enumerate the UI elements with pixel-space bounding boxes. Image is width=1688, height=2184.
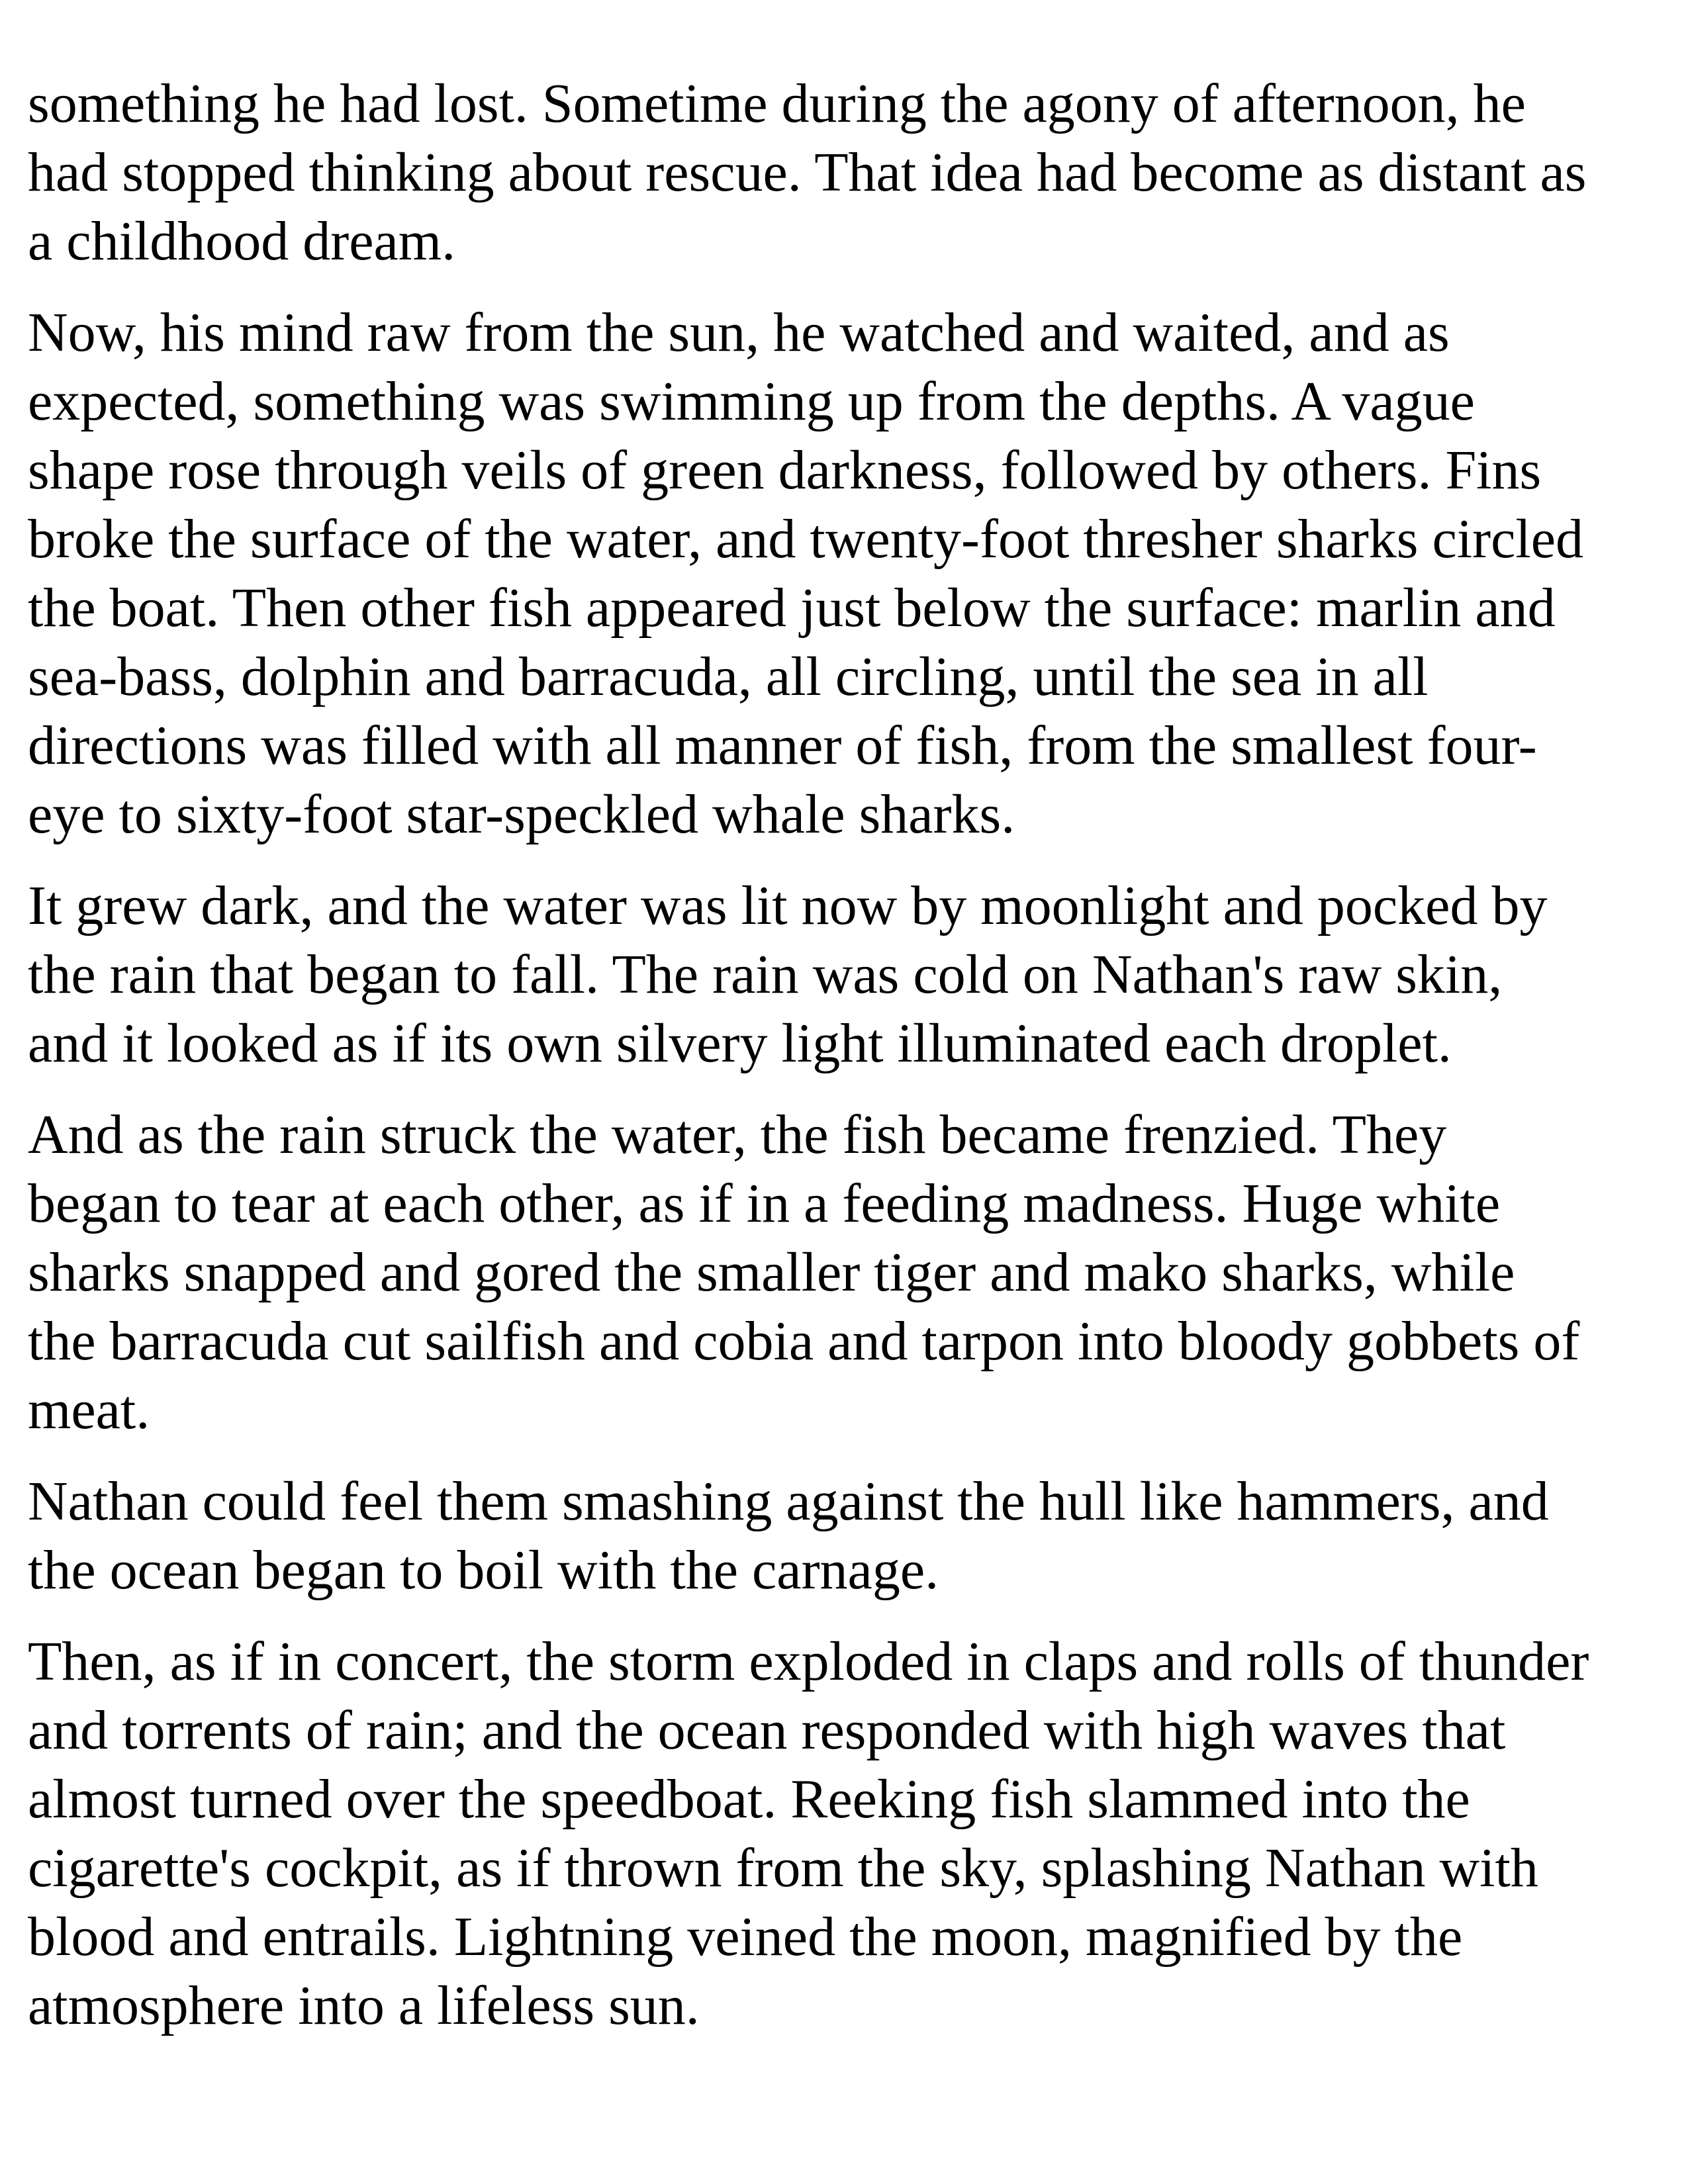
text-line: Then, as if in concert, the storm exploded in claps and rolls of thunder — [28, 1631, 1589, 1692]
paragraph-5 — [28, 1467, 1663, 1605]
paragraph-2 — [28, 298, 1663, 849]
text-line: atmosphere into a lifeless sun. — [28, 1975, 700, 2036]
text-line: the boat. Then other fish appeared just below the surface: marlin and — [28, 577, 1556, 639]
text-line: something he had lost. Sometime during the agony of afternoon, he — [28, 73, 1526, 134]
text-line: a childhood dream. — [28, 210, 456, 272]
paragraph-1 — [28, 69, 1663, 276]
text-line: It grew dark, and the water was lit now by moonlight and pocked by — [28, 875, 1548, 936]
text-line: almost turned over the speedboat. Reeking fish slammed into the — [28, 1768, 1470, 1830]
text-line: shape rose through veils of green darkness, followed by others. Fins — [28, 439, 1542, 501]
text-line: Now, his mind raw from the sun, he watched and waited, and as — [28, 302, 1450, 363]
document-page — [28, 69, 1663, 2063]
text-line: expected, something was swimming up from the depths. A vague — [28, 371, 1475, 432]
text-line: eye to sixty-foot star-speckled whale sharks. — [28, 784, 1015, 845]
text-line: Nathan could feel them smashing against the hull like hammers, and — [28, 1471, 1549, 1532]
text-line: sea-bass, dolphin and barracuda, all circling, until the sea in all — [28, 646, 1429, 707]
paragraph-6 — [28, 1627, 1663, 2040]
text-line: had stopped thinking about rescue. That idea had become as distant as — [28, 142, 1587, 203]
text-line: cigarette's cockpit, as if thrown from the sky, splashing Nathan with — [28, 1837, 1538, 1899]
text-line: began to tear at each other, as if in a feeding madness. Huge white — [28, 1173, 1501, 1234]
text-line: broke the surface of the water, and twenty-foot thresher sharks circled — [28, 508, 1583, 570]
text-line: and it looked as if its own silvery light illuminated each droplet. — [28, 1013, 1452, 1074]
text-line: sharks snapped and gored the smaller tiger and mako sharks, while — [28, 1242, 1515, 1303]
paragraph-3 — [28, 872, 1663, 1078]
text-line: blood and entrails. Lightning veined the moon, magnified by the — [28, 1906, 1463, 1968]
text-line: the barracuda cut sailfish and cobia and tarpon into bloody gobbets of — [28, 1310, 1580, 1372]
text-line: And as the rain struck the water, the fish became frenzied. They — [28, 1104, 1447, 1165]
text-line: the rain that began to fall. The rain was cold on Nathan's raw skin, — [28, 944, 1503, 1005]
text-line: the ocean began to boil with the carnage. — [28, 1539, 939, 1601]
text-line: and torrents of rain; and the ocean responded with high waves that — [28, 1700, 1506, 1761]
text-line: meat. — [28, 1379, 150, 1441]
paragraph-4 — [28, 1101, 1663, 1445]
text-line: directions was filled with all manner of fish, from the smallest four- — [28, 715, 1537, 776]
